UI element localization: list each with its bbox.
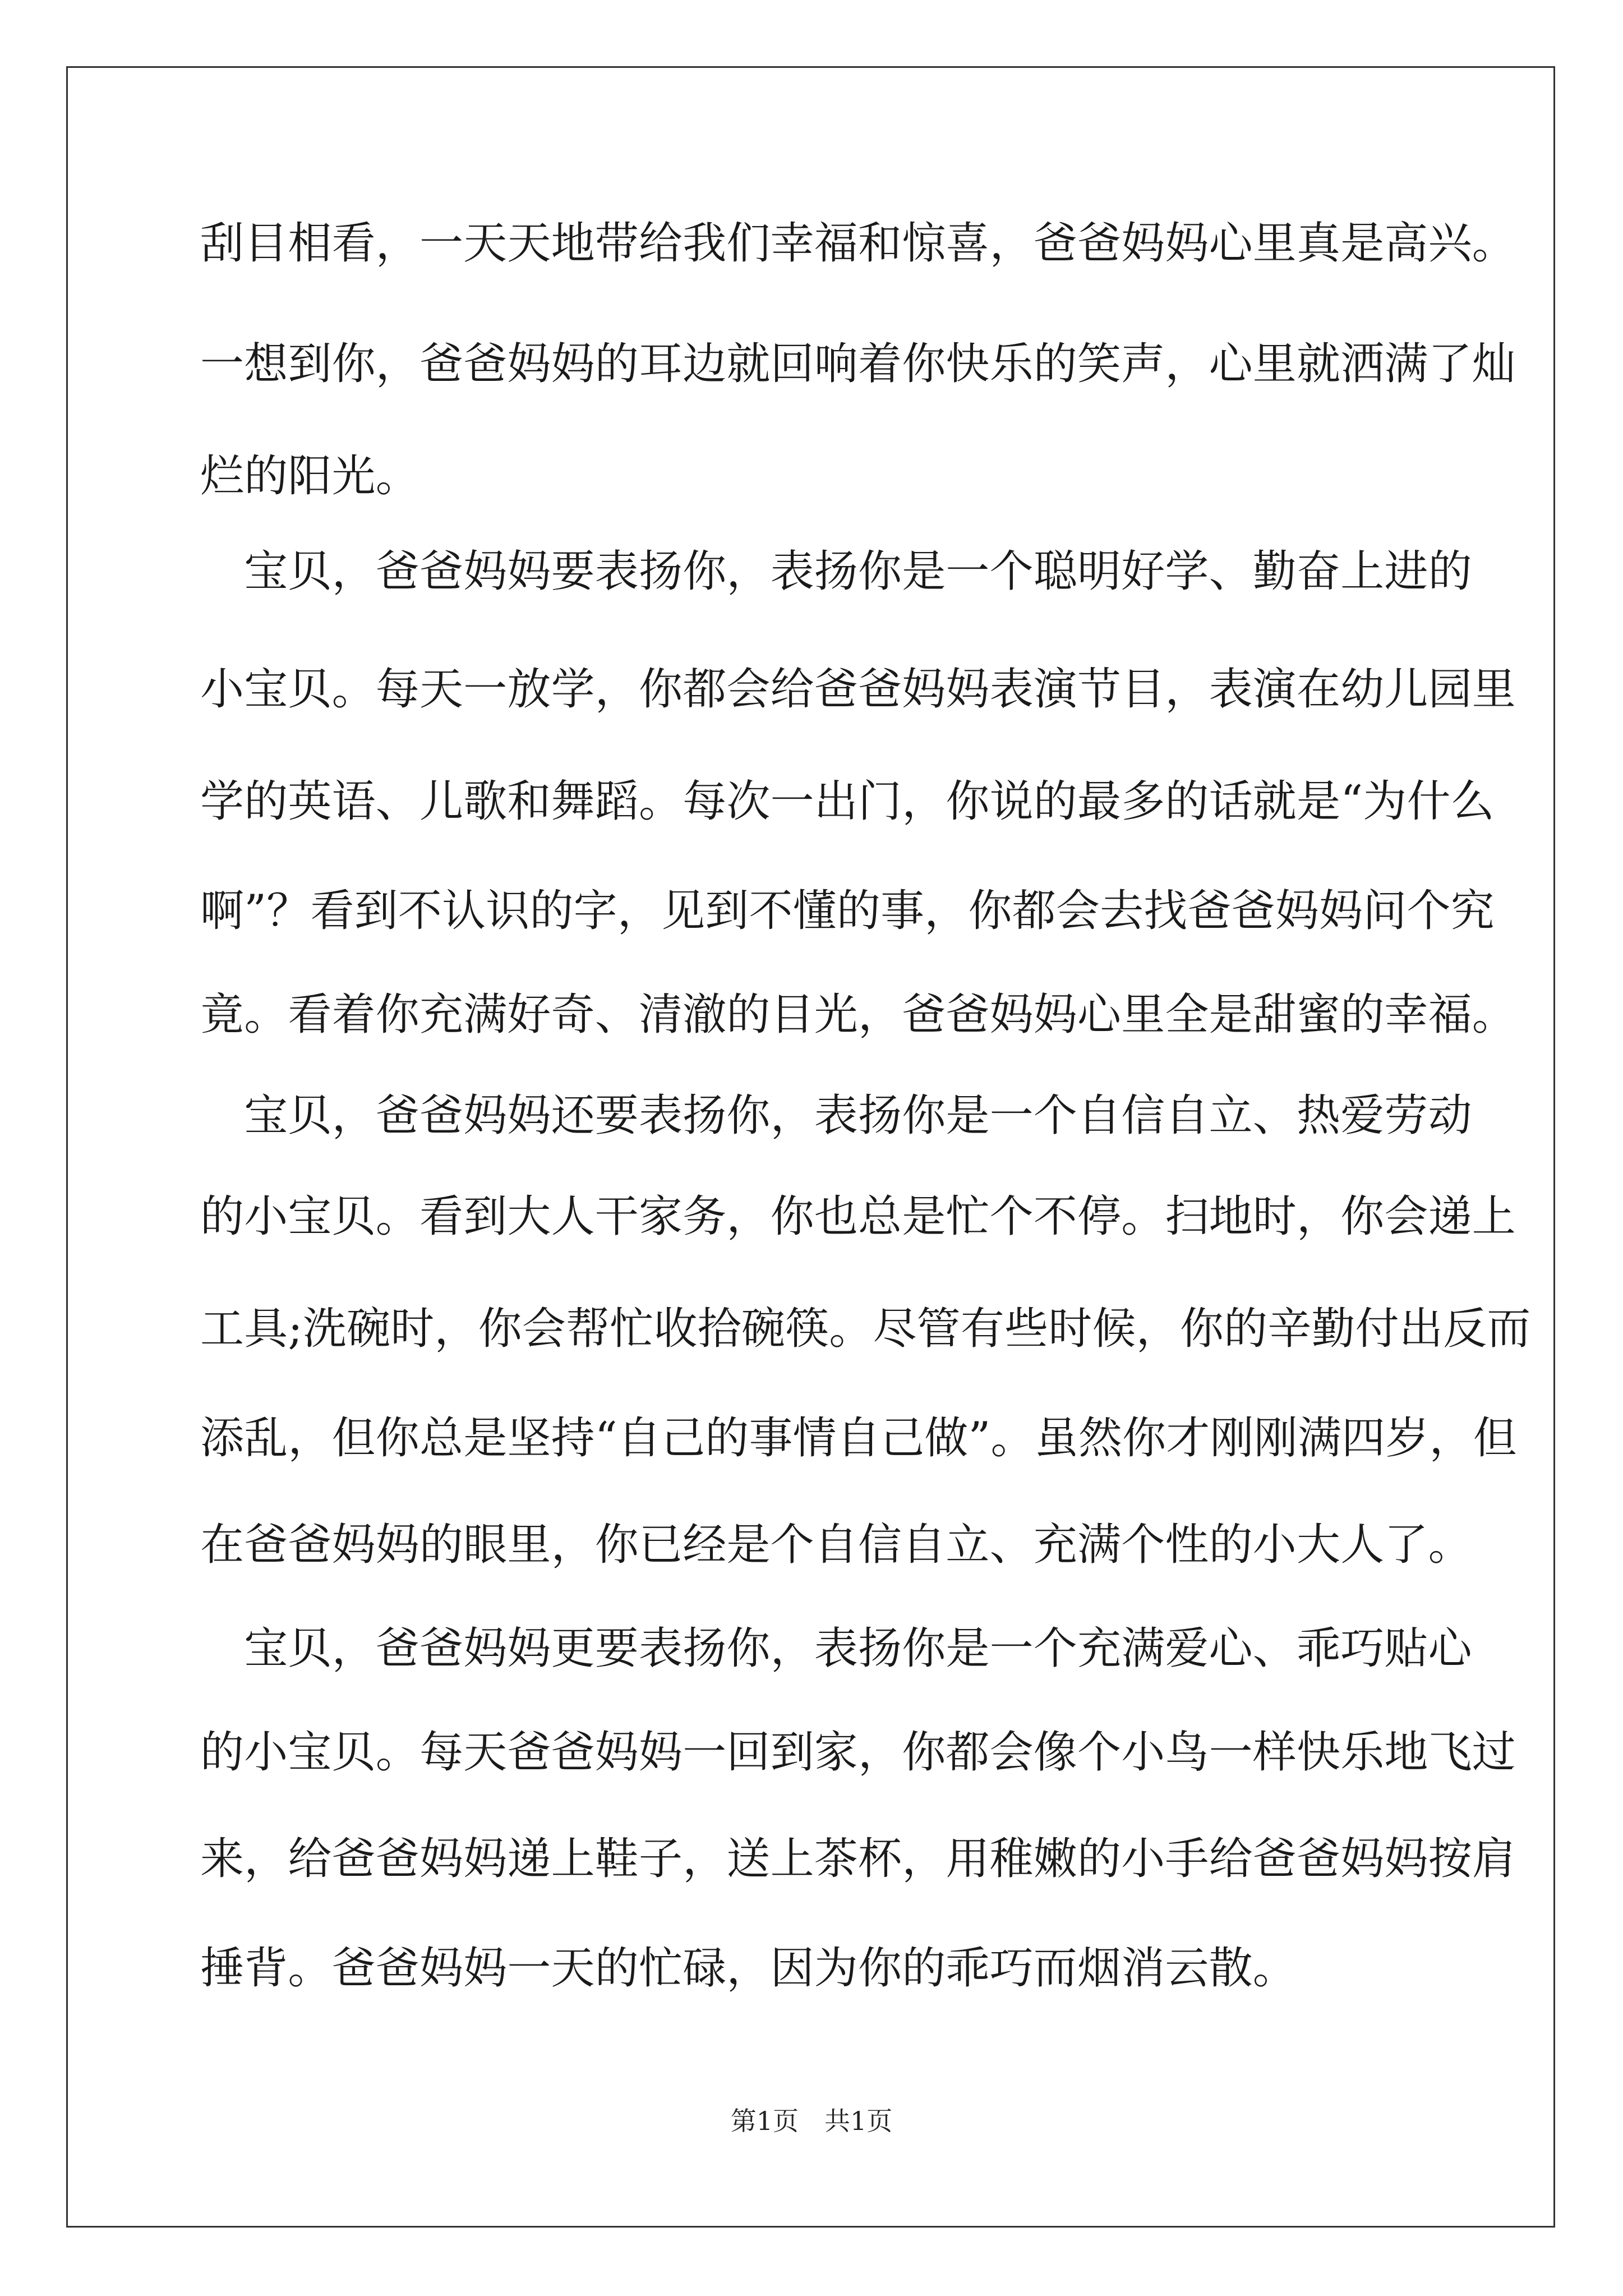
text-line: 添乱，但你总是坚持“自己的事情自己做”。虽然你才刚刚满四岁，但 [200, 1413, 1517, 1464]
text-line: 刮目相看，一天天地带给我们幸福和惊喜，爸爸妈妈心里真是高兴。 [200, 218, 1516, 269]
text-line: 工具;洗碗时，你会帮忙收拾碗筷。尽管有些时候，你的辛勤付出反而 [200, 1304, 1531, 1354]
text-line: 的小宝贝。每天爸爸妈妈一回到家，你都会像个小鸟一样快乐地飞过 [200, 1727, 1516, 1778]
text-line: 宝贝，爸爸妈妈还要表扬你，表扬你是一个自信自立、热爱劳动 [200, 1091, 1472, 1141]
text-line: 的小宝贝。看到大人干家务，你也总是忙个不停。扫地时，你会递上 [200, 1191, 1516, 1242]
text-line: 在爸爸妈妈的眼里，你已经是个自信自立、充满个性的小大人了。 [200, 1520, 1472, 1570]
text-line: 学的英语、儿歌和舞蹈。每次一出门，你说的最多的话就是“为什么 [200, 776, 1495, 827]
text-line: 一想到你，爸爸妈妈的耳边就回响着你快乐的笑声，心里就洒满了灿 [200, 339, 1516, 389]
page-border [66, 66, 1555, 2228]
text-line: 竟。看着你充满好奇、清澈的目光，爸爸妈妈心里全是甜蜜的幸福。 [200, 990, 1516, 1040]
text-line: 来，给爸爸妈妈递上鞋子，送上茶杯，用稚嫩的小手给爸爸妈妈按肩 [200, 1834, 1516, 1884]
text-line: 小宝贝。每天一放学，你都会给爸爸妈妈表演节目，表演在幼儿园里 [200, 664, 1516, 715]
text-line: 捶背。爸爸妈妈一天的忙碌，因为你的乖巧而烟消云散。 [200, 1943, 1297, 1994]
text-line: 啊”？看到不认识的字，见到不懂的事，你都会去找爸爸妈妈问个究 [200, 886, 1495, 936]
text-line: 宝贝，爸爸妈妈要表扬你，表扬你是一个聪明好学、勤奋上进的 [200, 546, 1472, 597]
text-line: 宝贝，爸爸妈妈更要表扬你，表扬你是一个充满爱心、乖巧贴心 [200, 1623, 1472, 1674]
text-line: 烂的阳光。 [200, 451, 420, 501]
page-number-footer: 第1页 共1页 [730, 2106, 893, 2136]
